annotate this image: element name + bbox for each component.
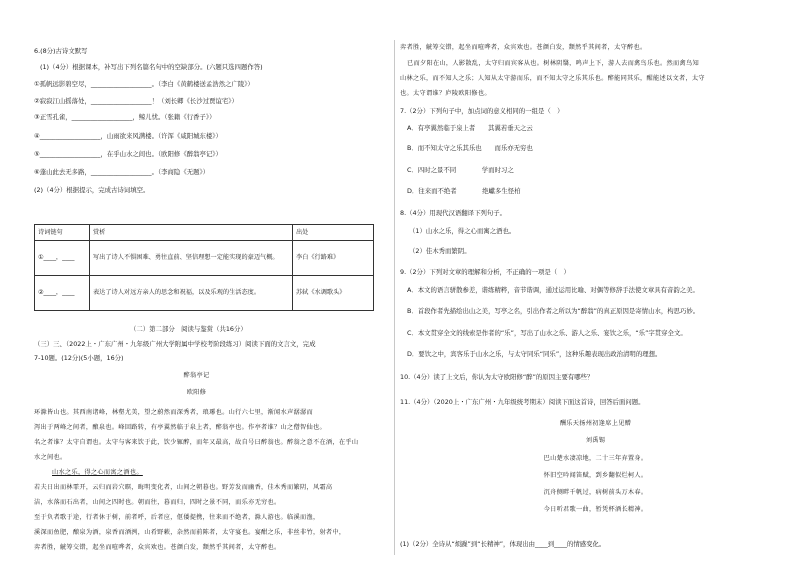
question-line: A．有亭翼然临于泉上者 其翼若垂天之云 bbox=[407, 124, 533, 132]
question-line: ⑤___________________，在乎山水之间也。（欧阳修《醉翁亭记》） bbox=[34, 150, 222, 158]
question-line: （三）三、（2022上・广东广州・九年级广州大学附属中学校考阶段练习）阅读下面的文言文，完成 bbox=[34, 340, 316, 348]
question-line: (1)（4分）根据课本，补写出下列名篇名句中的空缺部分。(六题只选四题作答) bbox=[40, 63, 263, 71]
question-line: ①孤帆远影碧空尽，___________________。（李白《黄鹤楼送孟浩然之广陵》） bbox=[34, 80, 254, 88]
question-line: ③正雪孔雀，___________________，鲸儿忧。（张籍《行香子》） bbox=[34, 113, 216, 121]
question-line: 6.(8分)古诗文默写 bbox=[34, 47, 88, 55]
question-line: 也。太守谓谁？庐陵欧阳修也。 bbox=[400, 90, 491, 97]
question-line: 已而夕阳在山，人影散乱，太守归而宾客从也。树林阴翳，鸣声上下，游人去而禽鸟乐也。然而禽鸟知 bbox=[407, 60, 699, 67]
table-header-cell: 诗词链句 bbox=[35, 225, 90, 241]
question-line: 弈者胜，觥筹交错，起坐而喧哗者，众宾欢也。苍颜白发，颓然乎其间者，太守醉也。 bbox=[400, 44, 647, 51]
column-divider bbox=[394, 40, 395, 555]
table-header-cell: 出处 bbox=[293, 225, 374, 241]
table-cell: 写出了诗人不惧困难、勇往直前、坚信理想一定能实现的豪迈气概。 bbox=[90, 241, 293, 276]
question-line: ②寂寂江山摇落处，___________________！（刘长卿《长沙过贾谊宅》） bbox=[34, 97, 238, 105]
question-line: D．要饮之中，宾客乐于山水之乐，与太守同乐“同乐”，这种乐趣表现出政治清明的理想。 bbox=[407, 350, 662, 358]
table-cell[interactable]: ②____，____ bbox=[35, 276, 90, 311]
question-line: B．而不知太守之乐其乐也 而乐亦无穷也 bbox=[407, 144, 533, 152]
question-line: 山林之乐，而不知人之乐；人知从太守游而乐，而不知太守之乐其乐也。醉能同其乐，醒能述以文者，太守 bbox=[400, 75, 705, 82]
essay-line: 至于负者歌于途，行者休于树，前者呼，后者应，伛偻提携，往来而不绝者，滁人游也。临溪而渔， bbox=[34, 514, 320, 521]
essay-line: 若夫日出而林霏开，云归而岩穴暝，晦明变化者，山间之朝暮也。野芳发而幽香，佳木秀而繁阴，风霜高 bbox=[34, 484, 333, 491]
poem-author: 刘禹锡 bbox=[585, 437, 606, 444]
table-row bbox=[35, 241, 374, 276]
question-line: （二）第二部分 阅读与鉴赏（共16分） bbox=[130, 325, 247, 333]
table-row bbox=[35, 276, 374, 311]
question-line: C．本文贯穿全文的线索是作者的“乐”，写出了山水之乐、游人之乐、宴饮之乐，“乐”字贯穿全文。 bbox=[407, 329, 687, 337]
question-line: （2）佳木秀而繁阴。 bbox=[409, 247, 471, 255]
question-line: D．往来而不绝者 绝巘多生怪柏 bbox=[407, 187, 521, 195]
question-line: (1)（2分）全诗从“烦躁”到“长精神”，体现出由____到____的情感变化。 bbox=[400, 540, 606, 548]
table-cell: 李白《行路难》 bbox=[293, 241, 374, 276]
question-line: A．本文的语言骈散参差，谐练精粹，音节谐调，通过运用比喻、对偶等修辞手法使文章具有音韵之美。 bbox=[407, 286, 699, 294]
table-header-row bbox=[35, 225, 374, 241]
question-line: 9.（2分）下列对文章的理解和分析，不正确的一项是（ ） bbox=[400, 268, 570, 276]
table-cell: 苏轼《水调歌头》 bbox=[293, 276, 374, 311]
question-line: ⑥蓬山此去无多路，___________________。（李商隐《无题》） bbox=[34, 168, 210, 176]
poem-line: 今日听君歌一曲，暂凭杯酒长精神。 bbox=[543, 506, 648, 513]
question-line: 11.（4分）（2020上・广东广州・九年级统考期末）阅读下面这首诗，回答后面问题。 bbox=[400, 398, 645, 406]
poem-line: 沉舟侧畔千帆过，病树前头万木春。 bbox=[543, 489, 648, 496]
essay-line: 洁，水落而石出者，山间之四时也。朝而往，暮而归，四时之景不同，而乐亦无穷也。 bbox=[34, 499, 281, 506]
question-line: （1）山水之乐，得之心而寓之酒也。 bbox=[409, 227, 516, 235]
table-cell[interactable]: ①____，____ bbox=[35, 241, 90, 276]
poem-title: 酬乐天扬州初逢席上见赠 bbox=[559, 420, 632, 427]
question-line: B．首段作者先描绘出山之美，写亭之名，引出作者之所以为“醉翁”的真正原因是寄情山水，构思巧妙。 bbox=[407, 307, 700, 315]
essay-line: 水之间也。 bbox=[34, 454, 67, 461]
right-column bbox=[397, 0, 794, 562]
table-header-cell: 赏析 bbox=[90, 225, 293, 241]
essay-underlined-sentence: 山水之乐，得之心而寓之酒也。 bbox=[52, 469, 143, 476]
poem-line: 怀旧空吟闻笛赋，到乡翻似烂柯人。 bbox=[543, 472, 648, 479]
essay-author: 欧阳修 bbox=[186, 389, 207, 396]
question-line: 7.（2分）下列句子中，加点词的意义相同的一组是（ ） bbox=[400, 107, 564, 115]
poem-fill-table bbox=[34, 224, 374, 311]
question-line: ④___________________，山雨欲来风满楼。（许浑《咸阳城东楼》） bbox=[34, 132, 222, 140]
question-line: (2)（4分）根据提示，完成古诗词填空。 bbox=[34, 186, 150, 194]
question-line: C．四时之景不同 学而时习之 bbox=[407, 166, 514, 174]
question-line: 10.（4分）读了上文后，你认为太守欧阳修“醉”的原因主要有哪些？ bbox=[400, 373, 594, 381]
essay-line: 环滁皆山也。其西南诸峰，林壑尤美，望之蔚然而深秀者，琅琊也。山行六七里，渐闻水声潺潺而 bbox=[34, 409, 313, 416]
essay-line: 泻出于两峰之间者，酿泉也。峰回路转，有亭翼然临于泉上者，醉翁亭也。作亭者谁？山之僧智仙也。 bbox=[34, 424, 326, 431]
question-line: 7-10题。(12分)(5小题，16分) bbox=[34, 354, 124, 362]
table-cell: 表达了诗人对远方亲人的思念和祝福，以及乐观的生活态度。 bbox=[90, 276, 293, 311]
poem-line: 巴山楚水凄凉地，二十三年弃置身。 bbox=[543, 455, 648, 462]
essay-line: 名之者谁？太守自谓也。太守与客来饮于此，饮少辄醉，而年又最高，故自号曰醉翁也。醉翁之意不在酒，在乎山 bbox=[34, 439, 359, 446]
essay-title: 醉翁亭记 bbox=[183, 372, 210, 379]
question-line: 8.（4分）用现代汉语翻译下列句子。 bbox=[400, 209, 507, 217]
essay-line: 弈者胜，觥筹交错，起坐而喧哗者，众宾欢也。苍颜白发，颓然乎其间者，太守醉也。 bbox=[34, 544, 281, 551]
essay-line: 溪深而鱼肥，酿泉为酒，泉香而酒洌，山肴野蔌，杂然而前陈者，太守宴也。宴酣之乐，非丝非竹，射者中， bbox=[34, 529, 346, 536]
